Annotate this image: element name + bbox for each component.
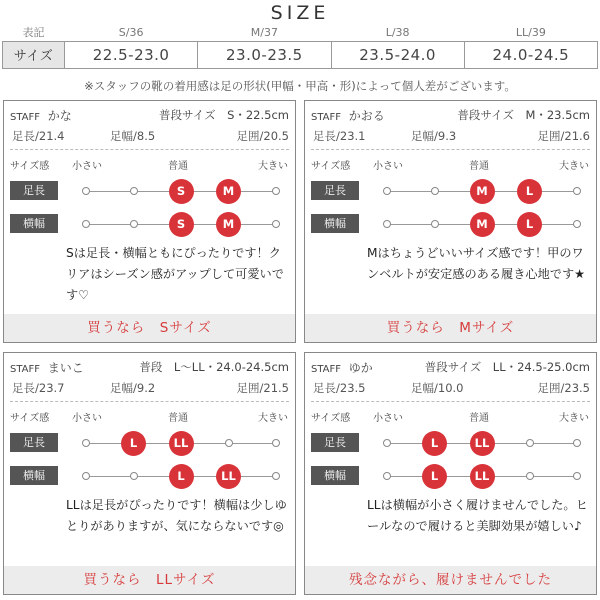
size-tag: S/36 <box>118 25 144 39</box>
scale-dot <box>431 220 439 228</box>
scale-normal: 普通 <box>168 161 188 172</box>
scale-dot <box>383 439 391 447</box>
size-table-value-row <box>3 41 598 68</box>
size-range: 23.5-24.0 <box>331 41 464 68</box>
fit-note: ※スタッフの靴の着用感は足の形状(甲幅・甲高・形)によって個人差がございます。 <box>84 79 516 93</box>
size-range: 22.5-23.0 <box>65 41 198 68</box>
width-row-label: 横幅 <box>311 466 359 485</box>
scale-dot <box>130 220 138 228</box>
scale-dot <box>82 439 90 447</box>
size-table-row-label: サイズ <box>3 41 65 68</box>
usual-size: 普段サイズ M・23.5cm <box>457 108 590 122</box>
length-row-label: 足長 <box>311 433 359 452</box>
divider <box>311 401 590 402</box>
foot-circumference: 足囲/21.6 <box>537 129 590 143</box>
foot-measurements <box>311 380 590 396</box>
size-fit-marker: L <box>422 464 447 489</box>
scale-dot <box>272 439 280 447</box>
scale-dot <box>272 187 280 195</box>
foot-length: 足長/23.1 <box>313 129 366 143</box>
foot-width: 足幅/10.0 <box>411 381 464 395</box>
scale-large: 大きい <box>258 161 288 172</box>
scale-dot <box>225 439 233 447</box>
foot-length: 足長/23.7 <box>12 381 65 395</box>
size-table-header-row <box>3 24 598 41</box>
purchase-verdict: 買うなら LLサイズ <box>4 566 295 594</box>
length-row-label: 足長 <box>10 181 58 200</box>
scale-dot <box>272 472 280 480</box>
scale-title: サイズ感 <box>10 413 50 424</box>
size-fit-marker: LL <box>470 431 495 456</box>
staff-name: かおる <box>348 109 385 123</box>
scale-dot <box>82 220 90 228</box>
scale-dot <box>82 472 90 480</box>
size-fit-marker: M <box>216 212 241 237</box>
size-range: 24.0-24.5 <box>464 41 597 68</box>
scale-small: 小さい <box>72 413 102 424</box>
foot-length: 足長/21.4 <box>12 129 65 143</box>
scale-normal: 普通 <box>469 161 489 172</box>
usual-size: 普段 L〜LL・24.0-24.5cm <box>139 360 289 374</box>
size-fit-marker: LL <box>470 464 495 489</box>
purchase-verdict: 残念ながら、履けませんでした <box>305 566 596 594</box>
size-fit-marker: L <box>422 431 447 456</box>
size-fit-marker: L <box>517 212 542 237</box>
size-tag: LL/39 <box>515 25 546 39</box>
scale-dot <box>82 187 90 195</box>
staff-tag: STAFF <box>10 112 41 123</box>
foot-circumference: 足囲/23.5 <box>537 381 590 395</box>
scale-title: サイズ感 <box>10 161 50 172</box>
usual-size: 普段サイズ S・22.5cm <box>158 108 289 122</box>
scale-dot <box>272 220 280 228</box>
size-range: 23.0-23.5 <box>198 41 331 68</box>
staff-card <box>3 100 296 343</box>
scale-large: 大きい <box>559 161 589 172</box>
scale-normal: 普通 <box>469 413 489 424</box>
foot-width: 足幅/8.5 <box>110 129 156 143</box>
foot-measurements <box>10 380 289 396</box>
size-fit-marker: L <box>169 464 194 489</box>
scale-dot <box>130 472 138 480</box>
length-row-label: 足長 <box>311 181 359 200</box>
foot-measurements <box>10 128 289 144</box>
scale-dot <box>526 439 534 447</box>
scale-dot <box>383 187 391 195</box>
divider <box>311 149 590 150</box>
staff-header <box>10 107 289 123</box>
foot-width: 足幅/9.3 <box>411 129 457 143</box>
scale-normal: 普通 <box>168 413 188 424</box>
size-fit-marker: S <box>169 179 194 204</box>
purchase-verdict: 買うなら Sサイズ <box>4 314 295 342</box>
fit-scale-labels <box>4 157 295 171</box>
staff-tag: STAFF <box>311 112 342 123</box>
staff-tag: STAFF <box>311 364 342 375</box>
staff-header <box>311 359 590 375</box>
divider <box>10 149 289 150</box>
width-row-label: 横幅 <box>10 466 58 485</box>
scale-large: 大きい <box>258 413 288 424</box>
size-fit-marker: LL <box>169 431 194 456</box>
size-fit-marker: LL <box>216 464 241 489</box>
size-fit-marker: M <box>470 212 495 237</box>
foot-circumference: 足囲/21.5 <box>236 381 289 395</box>
width-row-label: 横幅 <box>311 214 359 233</box>
size-table-header-label: 表記 <box>22 26 45 40</box>
divider <box>10 401 289 402</box>
foot-width: 足幅/9.2 <box>110 381 156 395</box>
staff-card <box>304 100 597 343</box>
length-row-label: 足長 <box>10 433 58 452</box>
size-fit-marker: L <box>121 431 146 456</box>
foot-measurements <box>311 128 590 144</box>
staff-comment: Sは足長・横幅ともにぴったりです！クリアはシーズン感がアップして可愛いです♡ <box>66 246 284 302</box>
staff-card <box>304 352 597 595</box>
scale-title: サイズ感 <box>311 161 351 172</box>
size-fit-marker: M <box>470 179 495 204</box>
size-fit-marker: S <box>169 212 194 237</box>
scale-dot <box>573 187 581 195</box>
fit-scale-labels <box>305 157 596 171</box>
foot-circumference: 足囲/20.5 <box>236 129 289 143</box>
size-fit-marker: L <box>517 179 542 204</box>
staff-comment: LLは横幅が小さく履けませんでした。ヒールなので履けると美脚効果が嬉しい♪ <box>367 498 588 533</box>
scale-dot <box>573 220 581 228</box>
size-tag: M/37 <box>250 25 278 39</box>
staff-name: かな <box>47 109 72 123</box>
foot-length: 足長/23.5 <box>313 381 366 395</box>
size-fit-marker: M <box>216 179 241 204</box>
fit-scale-labels <box>4 409 295 423</box>
staff-card <box>3 352 296 595</box>
fit-scale-labels <box>305 409 596 423</box>
staff-name: まいこ <box>47 361 84 375</box>
scale-dot <box>130 187 138 195</box>
staff-comment: LLは足長がぴったりです！横幅は少しゆとりがありますが、気にならないです◎ <box>66 498 287 533</box>
staff-header <box>311 107 590 123</box>
purchase-verdict: 買うなら Mサイズ <box>305 314 596 342</box>
scale-title: サイズ感 <box>311 413 351 424</box>
scale-small: 小さい <box>72 161 102 172</box>
scale-small: 小さい <box>373 413 403 424</box>
scale-dot <box>573 439 581 447</box>
usual-size: 普段サイズ LL・24.5-25.0cm <box>424 360 590 374</box>
staff-name: ゆか <box>348 361 373 375</box>
staff-comment: Mはちょうどいいサイズ感です！甲のワンベルトが安定感のある履き心地です★ <box>367 246 586 281</box>
scale-dot <box>431 187 439 195</box>
scale-small: 小さい <box>373 161 403 172</box>
staff-tag: STAFF <box>10 364 41 375</box>
scale-dot <box>383 220 391 228</box>
page-title: SIZE <box>270 2 330 24</box>
scale-dot <box>573 472 581 480</box>
size-table <box>2 24 598 69</box>
scale-large: 大きい <box>559 413 589 424</box>
scale-dot <box>383 472 391 480</box>
scale-dot <box>526 472 534 480</box>
size-tag: L/38 <box>385 25 410 39</box>
width-row-label: 横幅 <box>10 214 58 233</box>
staff-header <box>10 359 289 375</box>
